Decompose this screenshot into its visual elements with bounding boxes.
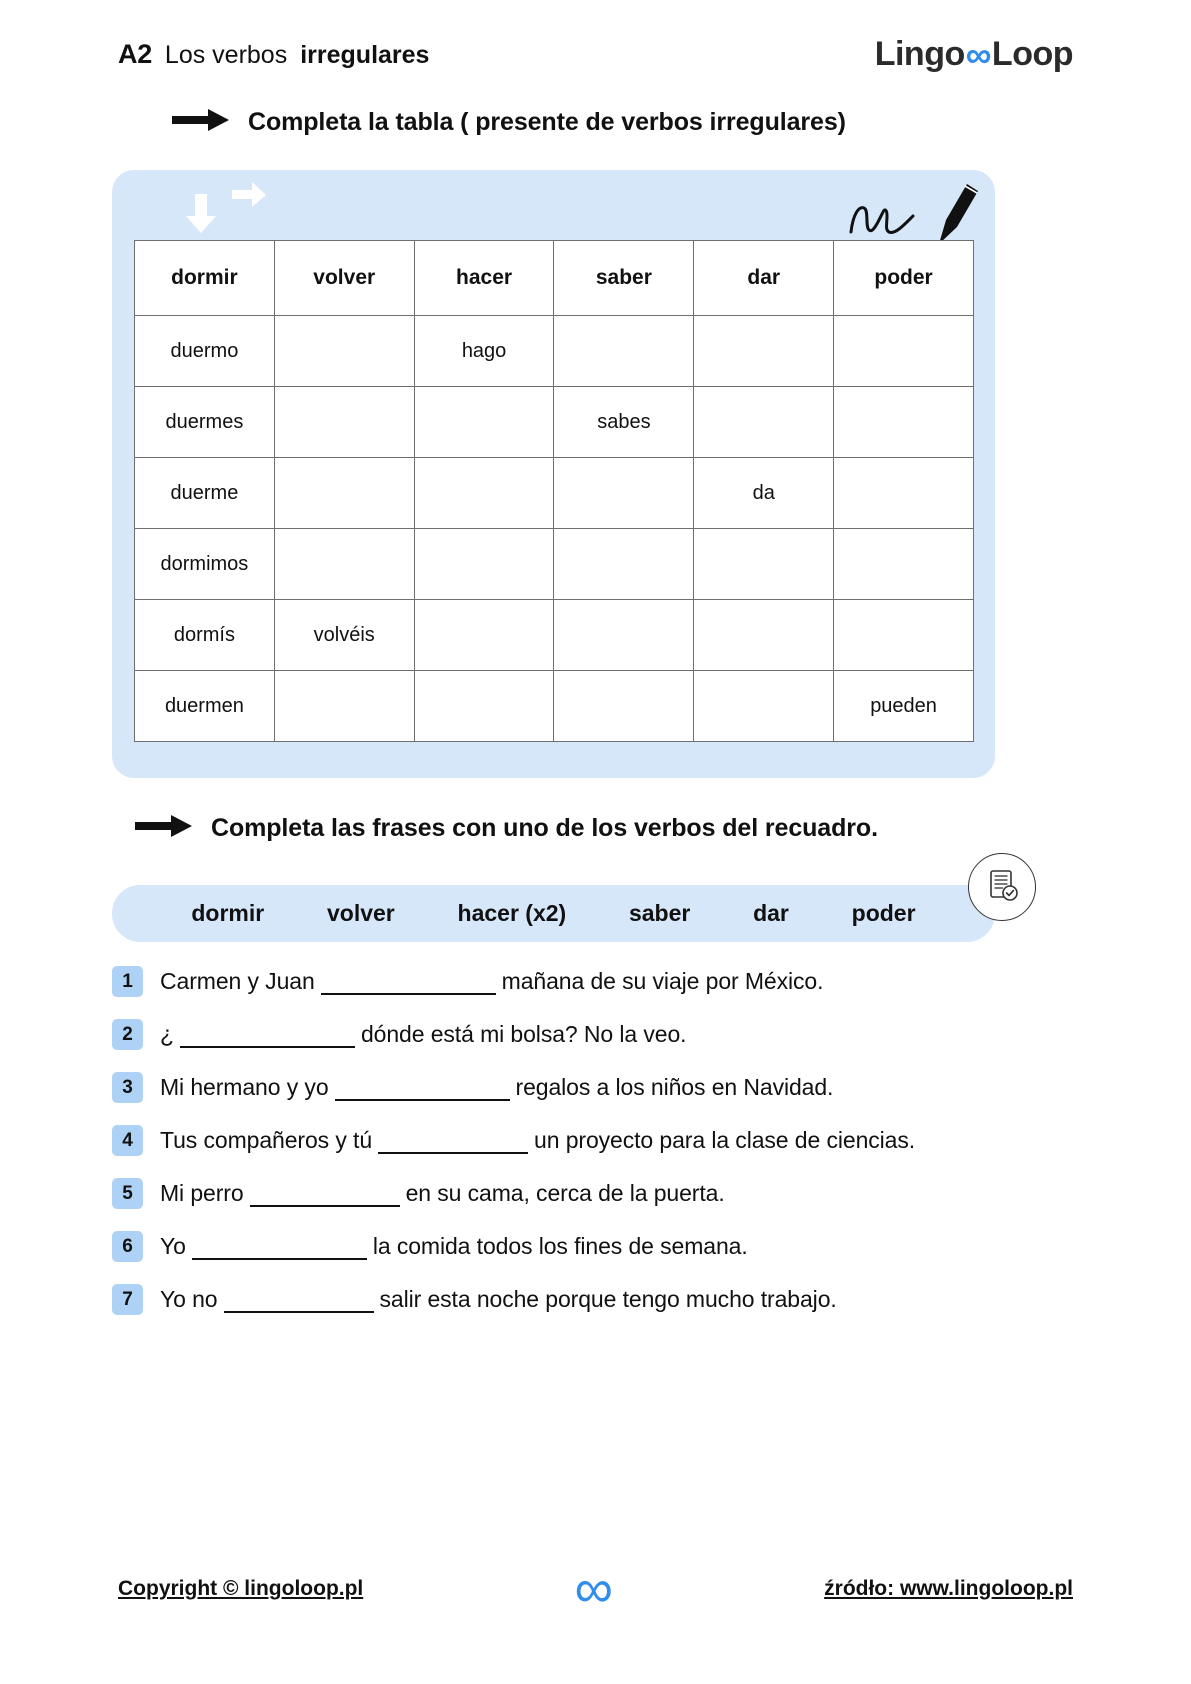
word-bank-item[interactable]: hacer (x2)	[457, 900, 567, 926]
conjugation-table	[134, 240, 974, 742]
item-number-badge: 7	[112, 1284, 143, 1315]
pen-signature-icon	[843, 170, 983, 250]
logo-text-first: Lingo	[874, 34, 965, 73]
table-cell-blank[interactable]	[834, 600, 974, 671]
sentence-suffix: en su cama, cerca de la puerta.	[405, 1180, 725, 1206]
sentence-text	[160, 1068, 833, 1106]
table-cell: pueden	[834, 671, 974, 742]
infinity-icon: ∞	[965, 34, 991, 75]
infinity-icon: ∞	[574, 1559, 613, 1619]
sentence-list	[112, 962, 1072, 1333]
table-cell-blank[interactable]	[274, 316, 414, 387]
answer-blank[interactable]	[180, 1046, 355, 1048]
table-cell-blank[interactable]	[414, 529, 554, 600]
answer-blank[interactable]	[250, 1205, 400, 1207]
table-cell-blank[interactable]	[414, 600, 554, 671]
sentence-suffix: la comida todos los fines de semana.	[372, 1233, 748, 1259]
table-cell-blank[interactable]	[694, 671, 834, 742]
item-number-badge: 3	[112, 1072, 143, 1103]
list-item	[112, 962, 1072, 1000]
word-bank-item[interactable]: dar	[753, 900, 789, 926]
document-check-icon	[983, 866, 1021, 909]
sentence-text	[160, 1280, 837, 1318]
table-cell-blank[interactable]	[694, 529, 834, 600]
table-cell: dormimos	[135, 529, 275, 600]
item-number-badge: 5	[112, 1178, 143, 1209]
table-cell-blank[interactable]	[274, 529, 414, 600]
table-cell-blank[interactable]	[554, 316, 694, 387]
table-cell-blank[interactable]	[694, 387, 834, 458]
table-cell-blank[interactable]	[554, 600, 694, 671]
word-bank	[112, 885, 995, 942]
arrow-right-small-icon	[232, 182, 266, 213]
table-header-cell: dormir	[135, 241, 275, 316]
table-cell-blank[interactable]	[834, 316, 974, 387]
copyright-link[interactable]: Copyright © lingoloop.pl	[118, 1577, 364, 1600]
page-title-emphasis: irregulares	[300, 40, 430, 69]
answer-blank[interactable]	[224, 1311, 374, 1313]
word-bank-item[interactable]: poder	[851, 900, 916, 926]
table-cell-blank[interactable]	[414, 458, 554, 529]
sentence-suffix: dónde está mi bolsa? No la veo.	[360, 1021, 687, 1047]
lingoloop-logo	[875, 35, 1073, 74]
table-cell-blank[interactable]	[554, 458, 694, 529]
table-header-row	[135, 241, 974, 316]
sentence-prefix: Mi hermano y yo	[160, 1074, 329, 1100]
table-cell-blank[interactable]	[554, 671, 694, 742]
table-cell-blank[interactable]	[414, 387, 554, 458]
decorative-arrows	[178, 180, 288, 236]
table-cell-blank[interactable]	[274, 671, 414, 742]
item-number-badge: 1	[112, 966, 143, 997]
table-cell: hago	[414, 316, 554, 387]
source-link[interactable]: źródło: www.lingoloop.pl	[824, 1577, 1073, 1600]
instruction-task-1-text: Completa la tabla ( presente de verbos irregulares)	[248, 108, 846, 136]
table-cell-blank[interactable]	[554, 529, 694, 600]
table-cell-blank[interactable]	[274, 387, 414, 458]
list-item	[112, 1280, 1072, 1318]
sentence-text	[160, 1174, 725, 1212]
conjugation-table-panel	[112, 170, 995, 778]
table-cell-blank[interactable]	[834, 387, 974, 458]
table-header-cell: volver	[274, 241, 414, 316]
table-header-cell: saber	[554, 241, 694, 316]
list-item	[112, 1121, 1072, 1159]
table-header-cell: hacer	[414, 241, 554, 316]
table-cell: volvéis	[274, 600, 414, 671]
table-row	[135, 529, 974, 600]
table-cell: dormís	[135, 600, 275, 671]
table-header-cell: dar	[694, 241, 834, 316]
answer-blank[interactable]	[321, 993, 496, 995]
list-item	[112, 1068, 1072, 1106]
sentence-prefix: Tus compañeros y tú	[160, 1127, 373, 1153]
table-cell-blank[interactable]	[414, 671, 554, 742]
table-cell: duerme	[135, 458, 275, 529]
word-bank-item[interactable]: saber	[628, 900, 691, 926]
table-header-cell: poder	[834, 241, 974, 316]
exercise-badge	[968, 853, 1036, 921]
header-title-group	[118, 39, 429, 70]
answer-blank[interactable]	[335, 1099, 510, 1101]
item-number-badge: 4	[112, 1125, 143, 1156]
arrow-right-icon	[135, 812, 193, 845]
page-header	[118, 30, 1073, 78]
instruction-task-2-text: Completa las frases con uno de los verbos del recuadro.	[211, 814, 878, 842]
list-item	[112, 1015, 1072, 1053]
sentence-suffix: mañana de su viaje por México.	[501, 968, 824, 994]
table-row	[135, 671, 974, 742]
page-footer	[118, 1559, 1073, 1619]
table-cell: duermes	[135, 387, 275, 458]
arrow-right-icon	[172, 106, 230, 139]
table-cell: sabes	[554, 387, 694, 458]
table-cell-blank[interactable]	[834, 458, 974, 529]
table-cell-blank[interactable]	[694, 600, 834, 671]
table-row	[135, 600, 974, 671]
list-item	[112, 1174, 1072, 1212]
list-item	[112, 1227, 1072, 1265]
logo-text-last: Loop	[991, 34, 1073, 73]
sentence-text	[160, 962, 823, 1000]
page-title: Los verbos	[164, 40, 288, 69]
word-bank-item[interactable]: dormir	[191, 900, 265, 926]
sentence-prefix: ¿	[160, 1021, 174, 1047]
instruction-task-1	[172, 106, 846, 139]
table-cell-blank[interactable]	[834, 529, 974, 600]
table-cell: duermen	[135, 671, 275, 742]
table-row	[135, 387, 974, 458]
sentence-suffix: salir esta noche porque tengo mucho trabajo.	[379, 1286, 837, 1312]
sentence-text	[160, 1015, 686, 1053]
sentence-text	[160, 1227, 748, 1265]
item-number-badge: 2	[112, 1019, 143, 1050]
sentence-suffix: regalos a los niños en Navidad.	[515, 1074, 834, 1100]
table-cell-blank[interactable]	[274, 458, 414, 529]
instruction-task-2	[135, 812, 878, 845]
table-cell: da	[694, 458, 834, 529]
table-cell: duermo	[135, 316, 275, 387]
sentence-text	[160, 1121, 915, 1159]
sentence-suffix: un proyecto para la clase de ciencias.	[534, 1127, 916, 1153]
table-cell-blank[interactable]	[694, 316, 834, 387]
item-number-badge: 6	[112, 1231, 143, 1262]
level-label: A2	[118, 38, 152, 69]
table-row	[135, 316, 974, 387]
sentence-prefix: Carmen y Juan	[160, 968, 315, 994]
sentence-prefix: Yo no	[160, 1286, 218, 1312]
arrow-down-icon	[186, 194, 216, 239]
table-row	[135, 458, 974, 529]
word-bank-item[interactable]: volver	[326, 900, 395, 926]
answer-blank[interactable]	[378, 1152, 528, 1154]
sentence-prefix: Yo	[160, 1233, 186, 1259]
answer-blank[interactable]	[192, 1258, 367, 1260]
sentence-prefix: Mi perro	[160, 1180, 244, 1206]
